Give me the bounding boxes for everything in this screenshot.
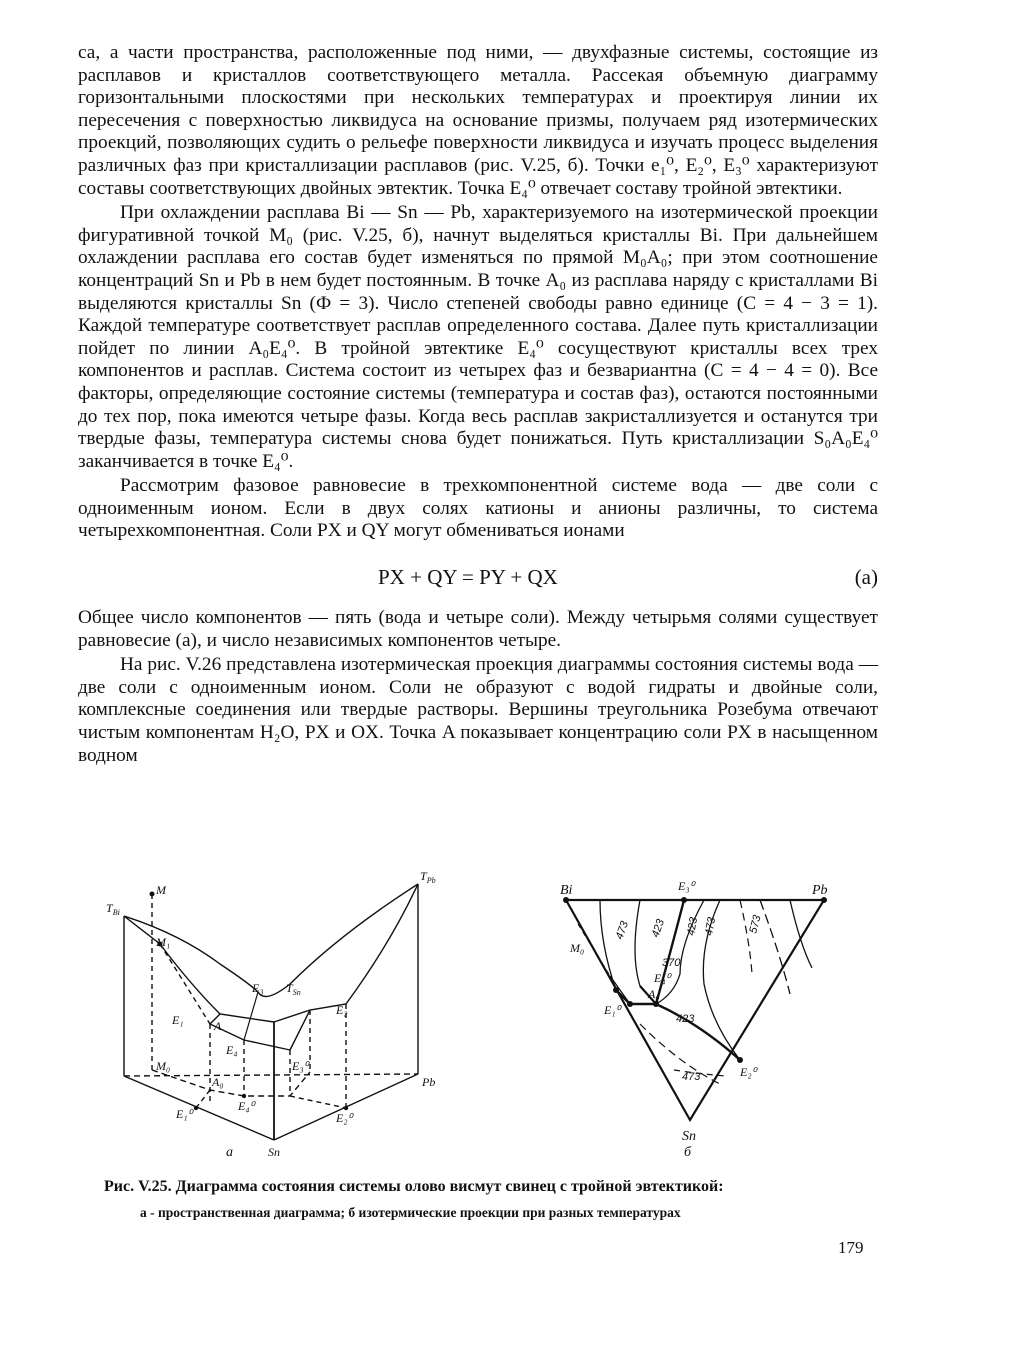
svg-text:E₂: E₂ [336,1003,348,1017]
svg-text:Pb: Pb [422,1075,436,1089]
body-text [78,42,878,767]
svg-text:E₃⁰: E₃⁰ [678,879,695,893]
figure-b-sublabel: б [684,1145,692,1160]
svg-text:E₃⁰: E₃⁰ [292,1059,309,1073]
svg-text:423: 423 [685,916,701,937]
figure-b-labels [560,879,828,1160]
figure-caption [100,1176,900,1224]
svg-text:M₀: M₀ [570,941,585,955]
paragraph-3: Рассмотрим фазовое равновесие в трехкомпонентной системе вода — две соли с одноименным ионом. Если в двух солях катионы и анионы различны, то система четырехкомпонентная. Соли PX и QY могут обмениваться ионами [78,475,878,542]
figure-v25 [100,864,860,1164]
svg-text:E₄⁰: E₄⁰ [238,1099,255,1113]
svg-text:E₄⁰: E₄⁰ [654,971,671,985]
page-number: 179 [838,1238,864,1257]
svg-text:Pb: Pb [812,883,828,898]
caption-line-2: а - пространственная диаграмма; б изотермические проекции при разных температурах [140,1205,681,1220]
figure-a-labels [106,869,436,1160]
svg-text:E₁⁰: E₁⁰ [176,1107,193,1121]
svg-text:M₁: M₁ [156,935,171,949]
equation-a [78,555,878,599]
svg-text:E₂⁰: E₂⁰ [336,1111,353,1125]
svg-text:E₃: E₃ [252,981,264,995]
svg-text:423: 423 [649,917,668,940]
svg-text:E₁: E₁ [172,1013,184,1027]
svg-text:473: 473 [703,916,719,937]
paragraph-5: На рис. V.26 представлена изотермическая проекция диаграммы состояния системы вода — две соли с одноименным ионом. Соли не образуют с водой гидраты и двойные соли, комплексные соединения или твердые растворы. Вершины треугольника Розебума отвечают чистым компонентам H₂O, PX и OX. Точка A показывает концентрацию соли PX в насыщенном водном [78,654,878,766]
svg-text:A₀: A₀ [212,1075,224,1089]
svg-text:473: 473 [613,919,632,942]
figure-a-sublabel: а [226,1145,233,1160]
svg-text:TSn: $T_{Sn}$ [286,981,301,997]
figure-drawings [100,864,860,1164]
svg-text:M: M [156,883,166,897]
figure-a-prism [124,884,418,1140]
svg-text:E₄: E₄ [226,1043,238,1057]
svg-text:TPb: $T_{Pb}$ [420,869,436,885]
svg-text:M₀: M₀ [156,1059,171,1073]
svg-text:573: 573 [747,913,764,935]
equation-text: PX + QY = PY + QX [378,565,558,590]
equation-number: (а) [854,565,878,590]
paragraph-1: са, а части пространства, расположенные под ними, — двухфазные системы, состоящие из расплавов и кристаллов соответствующего металла. Рассекая объемную диаграмму горизонтальными плоскостями при нескольких температурах и проектируя линии их пересечения с поверхностью ликвидуса на основание призмы, получаем ряд изотермических проекций, позволяющих судить о рельефе поверхности ликвидуса и изучать процесс выделения различных фаз при кристаллизации расплавов (рис. V.25, б). Точки e₁⁰, E₂⁰, E₃⁰ характеризуют составы соответствующих двойных эвтектик. Точка E₄⁰ отвечает составу тройной эвтектики. [78,42,878,199]
svg-text:Bi: Bi [560,883,573,898]
svg-text:423: 423 [676,1013,695,1025]
svg-text:E₁⁰: E₁⁰ [604,1003,621,1017]
svg-text:Sn: Sn [268,1145,280,1159]
caption-line-1: Рис. V.25. Диаграмма состояния системы олово висмут свинец с тройной эвтектикой: [104,1178,724,1195]
svg-text:Sn: Sn [682,1129,696,1144]
svg-text:370: 370 [662,957,681,969]
figure-a-points [150,892,349,1111]
svg-text:E₂⁰: E₂⁰ [740,1065,757,1079]
paragraph-4: Общее число компонентов — пять (вода и четыре соли). Между четырьмя солями существует равновесие (а), и число независимых компонентов четыре. [78,607,878,651]
paragraph-2: При охлаждении расплава Bi — Sn — Pb, характеризуемого на изотермической проекции фигуративной точкой M₀ (рис. V.25, б), начнут выделяться кристаллы Bi. При дальнейшем охлаждении расплава его состав будет изменяться по прямой M₀A₀; при этом соотношение концентраций Sn и Pb в нем будет постоянным. В точке A₀ из расплава наряду с кристаллами Bi выделяются кристаллы Sn (Ф = 3). Число степеней свободы равно единице (C = 4 − 3 = 1). Каждой температуре соответствует расплав определенного состава. Далее путь кристаллизации пойдет по линии A₀E₄⁰. В тройной эвтектике E₄⁰ сосуществуют кристаллы всех трех компонентов и расплав. Система состоит из четырех фаз и безвариантна (C = 4 − 4 = 0). Все факторы, определяющие состояние системы (температура и состав фаз), остаются постоянными до тех пор, пока имеются четыре фазы. Когда весь расплав закристаллизуется и останутся три твердые фазы, температура системы снова будет понижаться. Путь кристаллизации S₀A₀E₄⁰ заканчивается в точке E₄⁰. [78,202,878,472]
svg-text:TBi: $T_{Bi}$ [106,901,120,917]
svg-text:473: 473 [682,1071,701,1083]
svg-text:A: A [214,1019,222,1033]
svg-text:A₀: A₀ [648,987,660,1001]
